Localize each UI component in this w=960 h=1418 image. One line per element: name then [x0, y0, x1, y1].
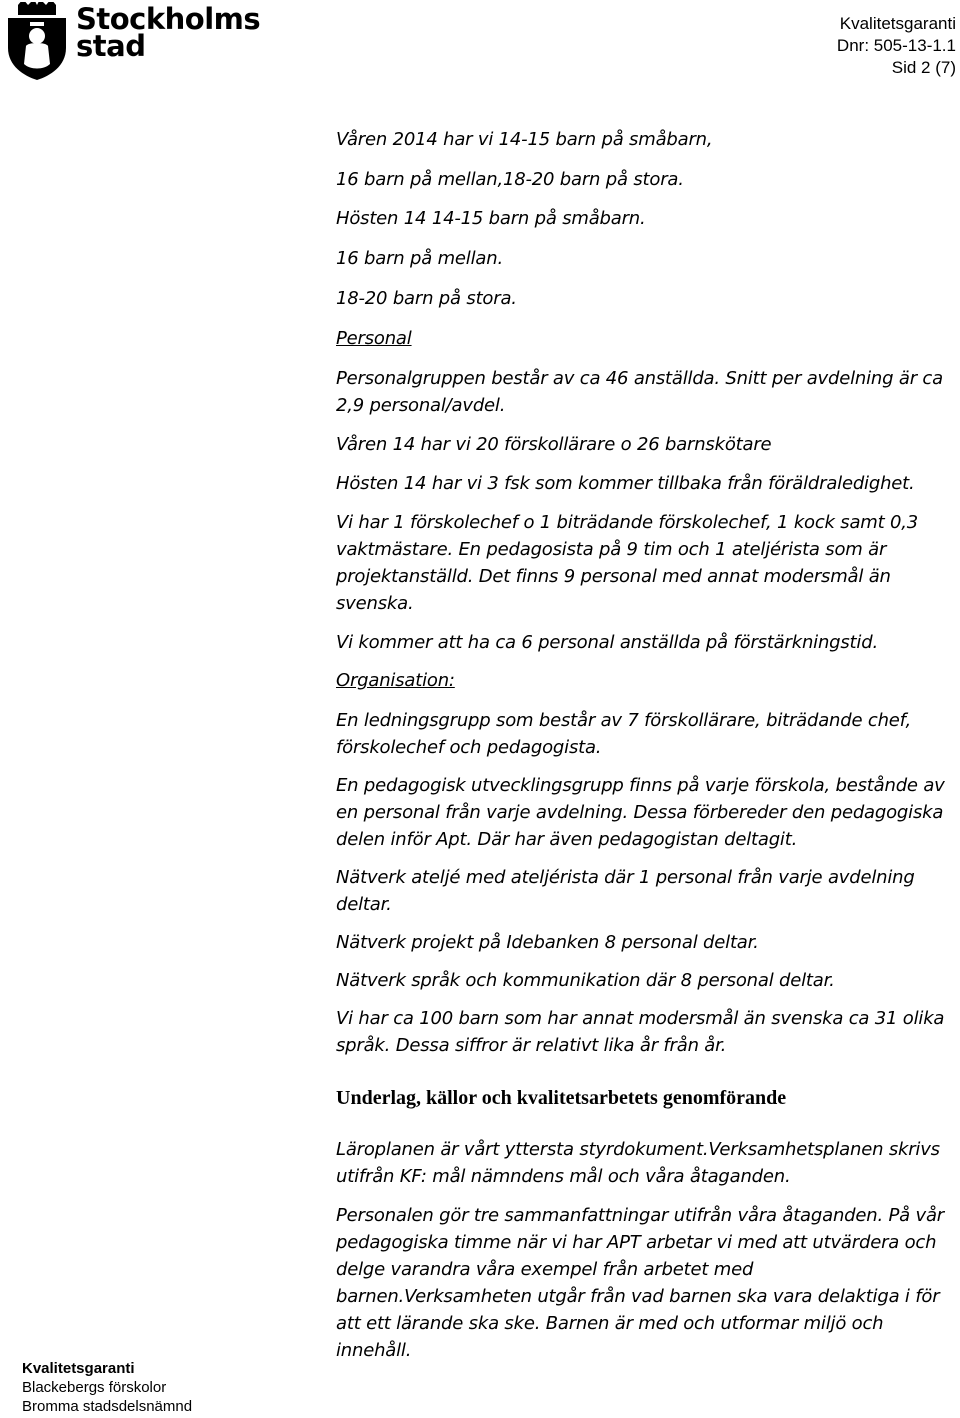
footer-line3: Bromma stadsdelsnämnd: [22, 1398, 193, 1415]
paragraph: Nätverk språk och kommunikation där 8 personal deltar.: [336, 970, 835, 991]
paragraph: Personalen gör tre sammanfattningar utifrån våra åtaganden. På vår pedagogiska timme när vi har APT arbetar vi med att utvärdera och delge varandra våra exempel från arbetet med barnen.Verksamheten utgår från vad barnen ska vara delaktiga i för att ett lärande ska ske. Barnen är med och utformar miljö och innehåll.: [336, 1205, 944, 1361]
paragraph: En ledningsgrupp som består av 7 förskollärare, biträdande chef, förskolechef och pedagogista.: [336, 710, 912, 758]
paragraph: Vi har 1 förskolechef o 1 biträdande förskolechef, 1 kock samt 0,3 vaktmästare. En pedagosista på 9 tim och 1 ateljérista som är projektanställd. Det finns 9 personal med annat modersmål än svenska.: [336, 512, 919, 614]
section-label: Organisation:: [336, 670, 455, 691]
paragraph: Våren 14 har vi 20 förskollärare o 26 barnskötare: [336, 434, 772, 455]
paragraph: Nätverk projekt på Idebanken 8 personal deltar.: [336, 932, 759, 953]
paragraph: Läroplanen är vårt yttersta styrdokument.Verksamhetsplanen skrivs utifrån KF: mål nämndens mål och våra åtaganden.: [336, 1139, 940, 1187]
document-header: [837, 13, 956, 79]
paragraph: 16 barn på mellan.: [336, 248, 503, 269]
doc-type: Kvalitetsgaranti: [839, 14, 956, 33]
stockholm-crest-icon: [4, 2, 70, 82]
paragraph: Hösten 14 har vi 3 fsk som kommer tillbaka från föräldraledighet.: [336, 473, 915, 494]
paragraph: Våren 2014 har vi 14-15 barn på småbarn,: [336, 129, 713, 150]
paragraph: 16 barn på mellan,18-20 barn på stora.: [336, 169, 684, 190]
doc-number: Dnr: 505-13-1.1: [836, 36, 956, 55]
section-heading: Underlag, källor och kvalitetsarbetets genomförande: [336, 1087, 787, 1109]
footer-line1: Kvalitetsgaranti: [22, 1360, 135, 1377]
document-body: [336, 126, 954, 1364]
logo-line1: Stockholms: [76, 2, 261, 36]
section-label: Personal: [336, 328, 412, 349]
stockholm-logo: [4, 2, 260, 82]
logo-line2: stad: [76, 29, 146, 63]
paragraph: Hösten 14 14-15 barn på småbarn.: [336, 208, 646, 229]
paragraph: Personalgruppen består av ca 46 anställda. Snitt per avdelning är ca 2,9 personal/avdel.: [336, 368, 943, 416]
page-number: Sid 2 (7): [891, 58, 956, 77]
footer-line2: Blackebergs förskolor: [22, 1379, 167, 1396]
paragraph: En pedagogisk utvecklingsgrupp finns på varje förskola, bestånde av en personal från varje avdelning. Dessa förbereder den pedagogiska delen inför Apt. Där har även pedagogistan deltagit.: [336, 775, 945, 850]
paragraph: Nätverk ateljé med ateljérista där 1 personal från varje avdelning deltar.: [336, 867, 915, 915]
paragraph: Vi kommer att ha ca 6 personal anställda på förstärkningstid.: [336, 632, 878, 653]
paragraph: 18-20 barn på stora.: [336, 288, 517, 309]
document-footer: [22, 1359, 192, 1416]
paragraph: Vi har ca 100 barn som har annat modersmål än svenska ca 31 olika språk. Dessa siffror är relativt lika år från år.: [336, 1008, 945, 1056]
